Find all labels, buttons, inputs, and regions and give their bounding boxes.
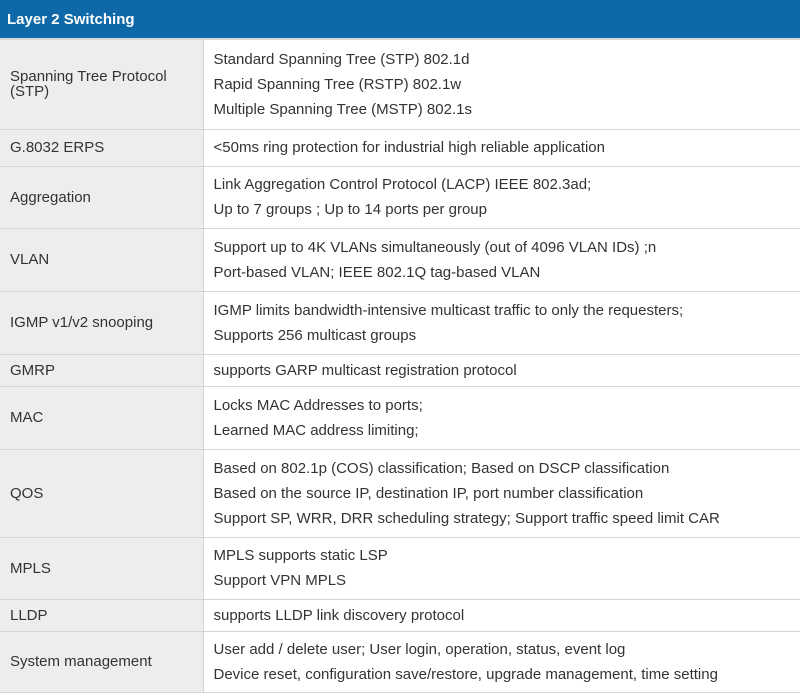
table-row: [0, 354, 800, 386]
description-line: Up to 7 groups ; Up to 14 ports per group: [213, 201, 487, 218]
feature-label: IGMP v1/v2 snooping: [10, 314, 154, 331]
feature-cell: [0, 291, 203, 354]
table-row: [0, 166, 800, 228]
description-cell: [203, 166, 800, 228]
description-cell: [203, 386, 800, 449]
table-row: [0, 537, 800, 599]
feature-cell: [0, 354, 203, 386]
feature-label: GMRP: [10, 361, 55, 379]
description-line: supports LLDP link discovery protocol: [213, 606, 465, 624]
feature-cell: [0, 631, 203, 692]
description-line: Port-based VLAN; IEEE 802.1Q tag-based VLAN: [213, 263, 541, 281]
feature-label: VLAN: [10, 251, 50, 268]
feature-label: QOS: [10, 484, 44, 502]
description-line: Support SP, WRR, DRR scheduling strategy; Support traffic speed limit CAR: [213, 509, 720, 527]
description-cell: [203, 449, 800, 537]
feature-cell: [0, 537, 203, 599]
description-line: Support VPN MPLS: [213, 572, 347, 589]
description-line: Rapid Spanning Tree (RSTP) 802.1w: [213, 75, 462, 93]
description-cell: [203, 537, 800, 599]
description-line: Based on the source IP, destination IP, port number classification: [213, 484, 644, 502]
table-row: [0, 449, 800, 537]
table-row: [0, 599, 800, 631]
description-cell: [203, 354, 800, 386]
feature-cell: [0, 599, 203, 631]
description-cell: [203, 631, 800, 692]
description-cell: [203, 129, 800, 166]
feature-label: Aggregation: [10, 188, 91, 206]
feature-cell: [0, 39, 203, 129]
feature-label: MPLS: [10, 559, 51, 577]
feature-label: MAC: [10, 409, 44, 426]
table-row: [0, 129, 800, 166]
description-line: IGMP limits bandwidth-intensive multicast traffic to only the requesters;: [213, 301, 684, 319]
feature-label: Spanning Tree Protocol (STP): [10, 68, 167, 101]
description-line: Learned MAC address limiting;: [213, 421, 419, 439]
description-cell: [203, 599, 800, 631]
description-cell: [203, 228, 800, 291]
feature-cell: [0, 449, 203, 537]
feature-cell: [0, 228, 203, 291]
feature-label: LLDP: [10, 606, 48, 624]
description-line: Support up to 4K VLANs simultaneously (out of 4096 VLAN IDs) ;n: [213, 238, 657, 256]
table-row: [0, 228, 800, 291]
feature-label: G.8032 ERPS: [10, 139, 105, 156]
description-line: Multiple Spanning Tree (MSTP) 802.1s: [213, 100, 472, 118]
table-body: [0, 39, 800, 692]
description-line: Locks MAC Addresses to ports;: [213, 396, 423, 414]
description-line: Device reset, configuration save/restore, upgrade management, time setting: [213, 665, 718, 683]
feature-cell: [0, 166, 203, 228]
description-line: Standard Spanning Tree (STP) 802.1d: [213, 50, 470, 68]
feature-label: System management: [10, 653, 152, 670]
table-row: [0, 39, 800, 129]
description-line: Based on 802.1p (COS) classification; Based on DSCP classification: [213, 459, 670, 477]
table-header: [0, 0, 800, 39]
feature-cell: [0, 129, 203, 166]
description-line: User add / delete user; User login, operation, status, event log: [213, 640, 626, 658]
description-line: Link Aggregation Control Protocol (LACP) IEEE 802.3ad;: [213, 176, 592, 193]
feature-cell: [0, 386, 203, 449]
description-line: <50ms ring protection for industrial high reliable application: [213, 139, 605, 156]
table-row: [0, 291, 800, 354]
description-line: MPLS supports static LSP: [213, 547, 388, 564]
description-line: Supports 256 multicast groups: [213, 326, 417, 344]
description-cell: [203, 291, 800, 354]
description-cell: [203, 39, 800, 129]
table-row: [0, 631, 800, 692]
description-line: supports GARP multicast registration protocol: [213, 361, 517, 379]
table-title: Layer 2 Switching: [0, 0, 800, 39]
table-row: [0, 386, 800, 449]
